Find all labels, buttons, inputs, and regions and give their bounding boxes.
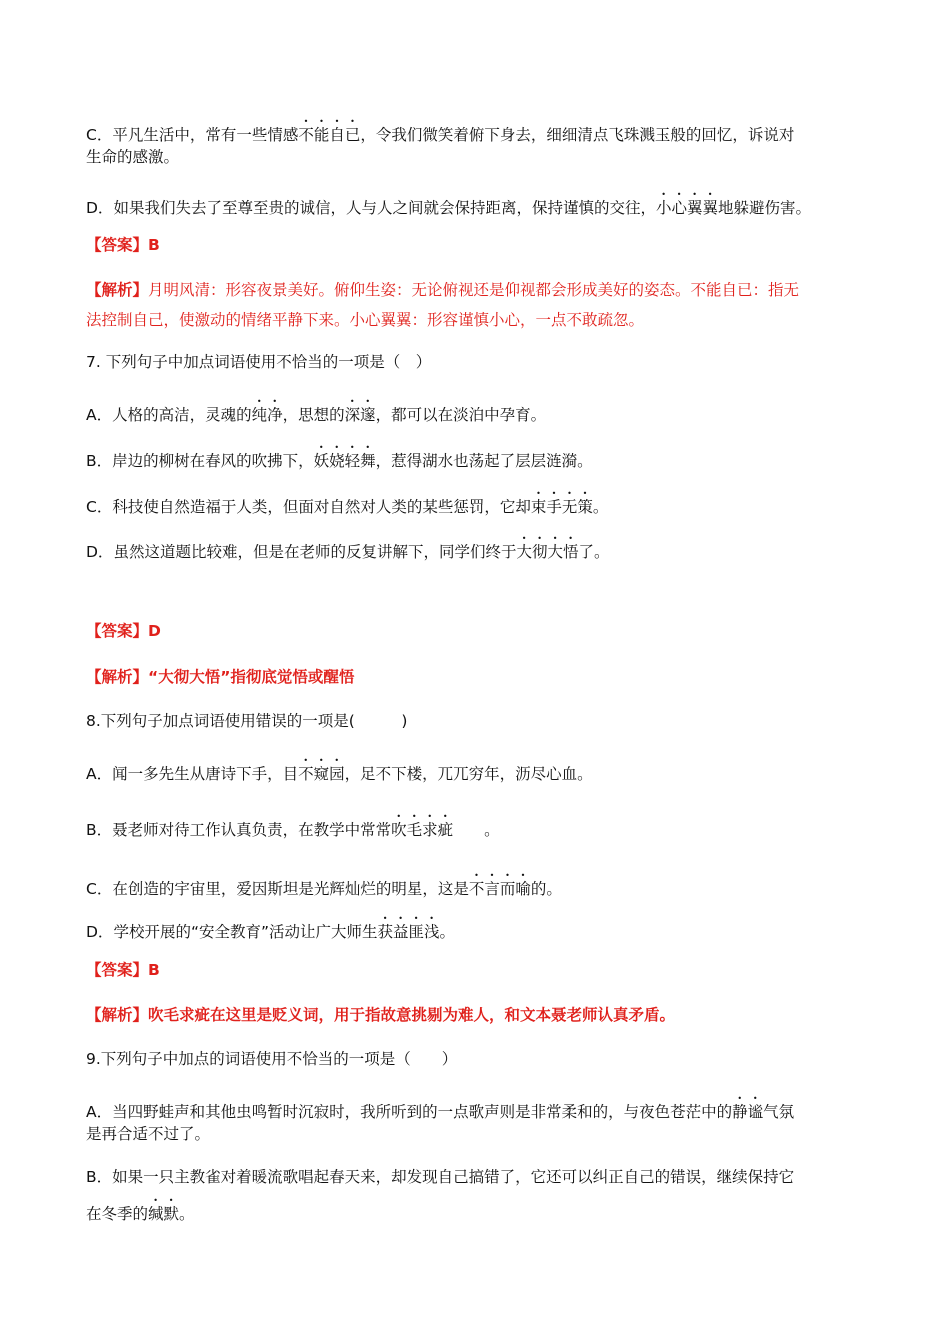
- answer-tag: 【答案】: [86, 236, 149, 254]
- option-text: 在冬季的: [86, 1205, 149, 1223]
- option-label: A．: [86, 765, 113, 783]
- option-text: ，足不下楼，兀兀穷年，沥尽心血。: [344, 765, 593, 783]
- dotted-term: 吹毛求疵: [391, 821, 454, 839]
- dotted-term: 不能自已: [298, 126, 361, 144]
- option-label: B．: [86, 452, 113, 470]
- dotted-term: 不言而喻: [468, 880, 531, 898]
- option-text: 学校开展的“安全教育”活动让广大师生: [113, 923, 378, 941]
- q7-option-a: [86, 397, 546, 426]
- option-text: 岸边的柳树在春风的吹拂下，: [112, 452, 314, 470]
- q8-stem: [86, 710, 407, 732]
- option-label: D．: [86, 923, 114, 941]
- option-label: D．: [86, 543, 114, 561]
- q6-option-c-line2: [86, 146, 179, 168]
- option-text: 在创造的宇宙里，爱因斯坦是光辉灿烂的明星，这是: [112, 880, 469, 898]
- option-text: ，令我们微笑着俯下身去，细细清点飞珠溅玉般的回忆，诉说对: [360, 126, 795, 144]
- q7-analysis: [86, 666, 354, 688]
- analysis-text: “大彻大悟”指彻底觉悟或醒悟: [148, 668, 355, 686]
- analysis-tag: 【解析】: [86, 281, 149, 299]
- option-text: 虽然这道题比较难，但是在老师的反复讲解下，同学们终于: [113, 543, 517, 561]
- analysis-text: 法控制自己，使激动的情绪平静下来。小心翼翼：形容谨慎小心，一点不敢疏忽。: [86, 311, 645, 329]
- dotted-term: 缄默: [148, 1205, 180, 1223]
- option-text: 人格的高洁，灵魂的: [112, 406, 252, 424]
- q7-option-d: [86, 534, 609, 563]
- q9-option-a-line1: [86, 1094, 794, 1123]
- answer-value: B: [148, 236, 160, 254]
- q6-analysis-line2: [86, 309, 644, 331]
- option-text: 当四野蛙声和其他虫鸣暂时沉寂时，我所听到的一点歌声则是非常柔和的，与夜色苍茫中的: [112, 1103, 733, 1121]
- option-label: C．: [86, 126, 113, 144]
- option-label: C．: [86, 880, 113, 898]
- q9-option-b-line1: [86, 1166, 794, 1188]
- dotted-term: 获益匪浅: [377, 923, 440, 941]
- answer-value: B: [148, 961, 160, 979]
- q6-answer: [86, 234, 160, 256]
- answer-tag: 【答案】: [86, 622, 149, 640]
- option-text: 科技使自然造福于人类，但面对自然对人类的某些惩罚，它却: [112, 498, 531, 516]
- option-text: 地躲避伤害。: [717, 199, 811, 217]
- q8-option-d: [86, 914, 455, 943]
- dotted-term: 深邃: [344, 406, 376, 424]
- analysis-text: 月明风清：形容夜景美好。俯仰生姿：无论俯视还是仰视都会形成美好的姿态。不能自已：指无: [148, 281, 800, 299]
- dotted-term: 纯净: [251, 406, 283, 424]
- option-text: 如果一只主教雀对着暖流歌唱起春天来，却发现自己搞错了，它还可以纠正自己的错误，继续保持它: [112, 1168, 795, 1186]
- q8-option-a: [86, 756, 593, 785]
- option-text: 。: [179, 1205, 195, 1223]
- q9-option-a-line2: [86, 1123, 210, 1145]
- q7-option-c: [86, 489, 608, 518]
- q8-analysis: [86, 1004, 675, 1026]
- q9-option-b-line2: [86, 1196, 195, 1225]
- dotted-term: 不窥园: [298, 765, 345, 783]
- question-stem: 7. 下列句子中加点词语使用不恰当的一项是（ ）: [86, 353, 432, 371]
- option-text: 如果我们失去了至尊至贵的诚信，人与人之间就会保持距离，保持谨慎的交往，: [113, 199, 656, 217]
- option-text: 生命的感激。: [86, 148, 180, 166]
- question-stem: 8.下列句子加点词语使用错误的一项是( ): [86, 712, 408, 730]
- question-stem: 9.下列句子中加点的词语使用不恰当的一项是（ ）: [86, 1050, 458, 1068]
- analysis-text: 吹毛求疵在这里是贬义词，用于指故意挑剔为难人，和文本聂老师认真矛盾。: [148, 1006, 676, 1024]
- analysis-tag: 【解析】: [86, 1006, 149, 1024]
- q7-option-b: [86, 443, 593, 472]
- dotted-term: 束手无策: [530, 498, 593, 516]
- q7-answer: [86, 620, 161, 642]
- option-label: D．: [86, 199, 114, 217]
- option-text: 聂老师对待工作认真负责，在教学中常常: [112, 821, 392, 839]
- q8-answer: [86, 959, 160, 981]
- q9-stem: [86, 1048, 457, 1070]
- option-text: ，思想的: [282, 406, 345, 424]
- option-label: B．: [86, 821, 113, 839]
- option-text: 。: [592, 498, 609, 516]
- option-text: 的。: [530, 880, 562, 898]
- option-text: 了。: [578, 543, 610, 561]
- q6-option-c-line1: [86, 117, 794, 146]
- option-text: 闻一多先生从唐诗下手，目: [112, 765, 299, 783]
- dotted-term: 大彻大悟: [516, 543, 579, 561]
- option-text: 平凡生活中，常有一些情感: [112, 126, 299, 144]
- option-label: A．: [86, 406, 113, 424]
- option-text: ，都可以在淡泊中孕育。: [375, 406, 547, 424]
- answer-tag: 【答案】: [86, 961, 149, 979]
- q6-analysis-line1: [86, 279, 799, 301]
- q8-option-b: [86, 812, 500, 841]
- option-text: 。: [439, 923, 456, 941]
- option-text: 气氛: [763, 1103, 795, 1121]
- dotted-term: 小心翼翼: [655, 199, 718, 217]
- option-text: 。: [453, 821, 500, 839]
- analysis-tag: 【解析】: [86, 668, 149, 686]
- q8-option-c: [86, 871, 562, 900]
- option-label: A．: [86, 1103, 113, 1121]
- q7-stem: [86, 351, 431, 373]
- option-text: 是再合适不过了。: [86, 1125, 211, 1143]
- q6-option-d: [86, 190, 811, 219]
- answer-value: D: [148, 622, 161, 640]
- dotted-term: 静谧: [732, 1103, 764, 1121]
- option-label: C．: [86, 498, 113, 516]
- dotted-term: 妖娆轻舞: [313, 452, 376, 470]
- option-text: ，惹得湖水也荡起了层层涟漪。: [375, 452, 593, 470]
- option-label: B．: [86, 1168, 113, 1186]
